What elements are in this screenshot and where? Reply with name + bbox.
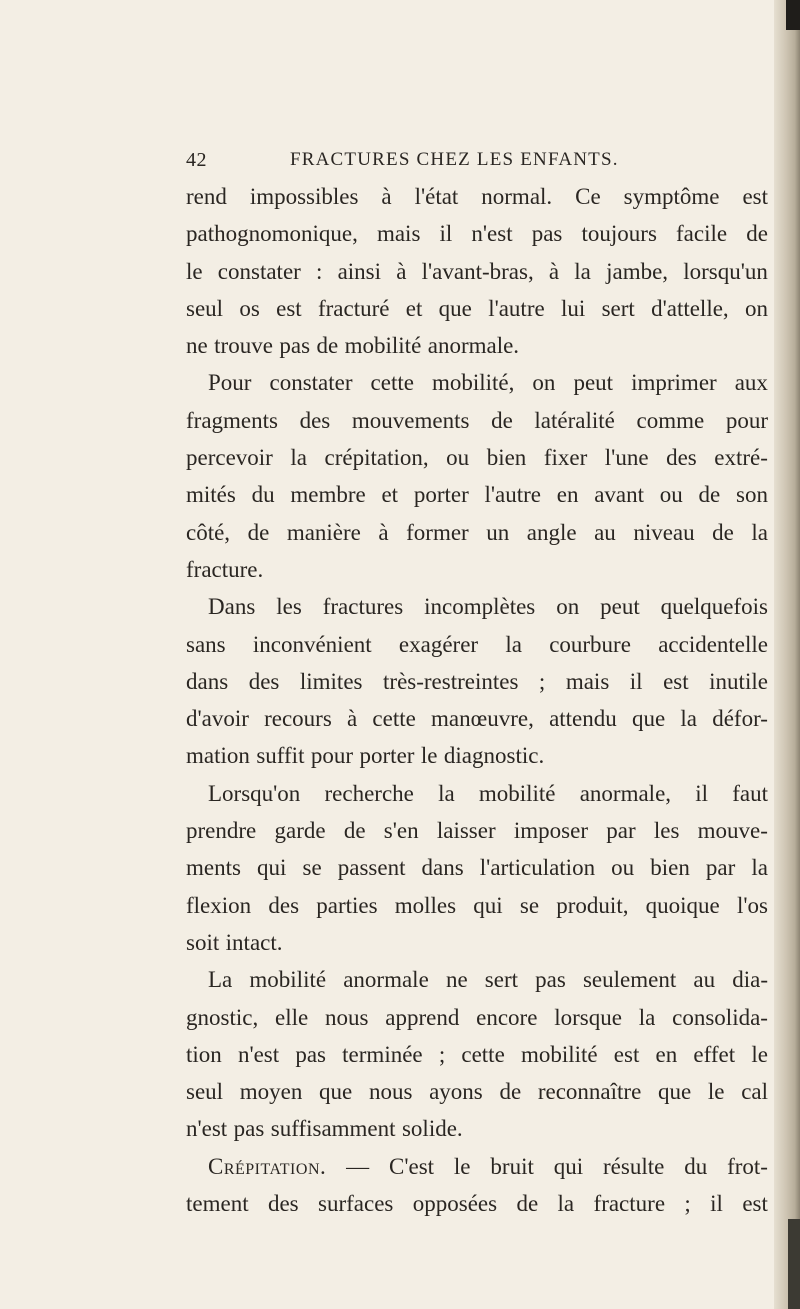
text-line: mités du membre et porter l'autre en avant ou de son bbox=[186, 482, 768, 508]
text-line: d'avoir recours à cette manœuvre, attendu que la défor- bbox=[186, 706, 768, 732]
text-line: ne trouve pas de mobilité anormale. bbox=[186, 333, 520, 359]
text-line: Lorsqu'on recherche la mobilité anormale, il faut bbox=[208, 780, 768, 806]
text-line: ments qui se passent dans l'articulation ou bien par la bbox=[186, 855, 768, 881]
text-line: n'est pas suffisamment solide. bbox=[186, 1116, 463, 1142]
text-line: fracture. bbox=[186, 556, 264, 582]
text-line: sans inconvénient exagérer la courbure accidentelle bbox=[186, 631, 768, 657]
running-header bbox=[186, 149, 706, 177]
body-text bbox=[186, 178, 768, 1222]
text-line: le constater : ainsi à l'avant-bras, à la jambe, lorsqu'un bbox=[186, 258, 768, 284]
text-line: fragments des mouvements de latéralité comme pour bbox=[186, 407, 768, 433]
text-line: Dans les fractures incomplètes on peut quelquefois bbox=[208, 594, 768, 620]
text-line: seul moyen que nous ayons de reconnaître que le cal bbox=[186, 1079, 768, 1105]
running-title: FRACTURES CHEZ LES ENFANTS. bbox=[290, 149, 619, 170]
text-line: La mobilité anormale ne sert pas seulement au dia- bbox=[208, 967, 768, 993]
text-line: seul os est fracturé et que l'autre lui sert d'attelle, on bbox=[186, 295, 768, 321]
text-line: prendre garde de s'en laisser imposer par les mouve- bbox=[186, 818, 768, 844]
page-edge-shadow-top bbox=[786, 0, 800, 30]
text-line: dans des limites très-restreintes ; mais il est inutile bbox=[186, 668, 768, 694]
text-line: soit intact. bbox=[186, 929, 283, 955]
text-line: tement des surfaces opposées de la fracture ; il est bbox=[186, 1191, 768, 1217]
text-line: gnostic, elle nous apprend encore lorsque la consolida- bbox=[186, 1004, 768, 1030]
text-line: mation suffit pour porter le diagnostic. bbox=[186, 743, 545, 769]
text-line: percevoir la crépitation, ou bien fixer l'une des extré- bbox=[186, 445, 768, 471]
text-line: Pour constater cette mobilité, on peut imprimer aux bbox=[208, 370, 768, 396]
page-number: 42 bbox=[186, 149, 207, 171]
book-page-edge bbox=[774, 0, 800, 1309]
text-line: tion n'est pas terminée ; cette mobilité est en effet le bbox=[186, 1041, 768, 1067]
page-edge-shadow-bottom bbox=[788, 1219, 800, 1309]
text-line: côté, de manière à former un angle au niveau de la bbox=[186, 519, 768, 545]
text-line: rend impossibles à l'état normal. Ce symptôme est bbox=[186, 184, 768, 209]
text-line: Crépitation. — C'est le bruit qui résulte du frot- bbox=[208, 1153, 768, 1179]
text-line: flexion des parties molles qui se produit, quoique l'os bbox=[186, 892, 768, 918]
text-line: pathognomonique, mais il n'est pas toujours facile de bbox=[186, 221, 768, 247]
